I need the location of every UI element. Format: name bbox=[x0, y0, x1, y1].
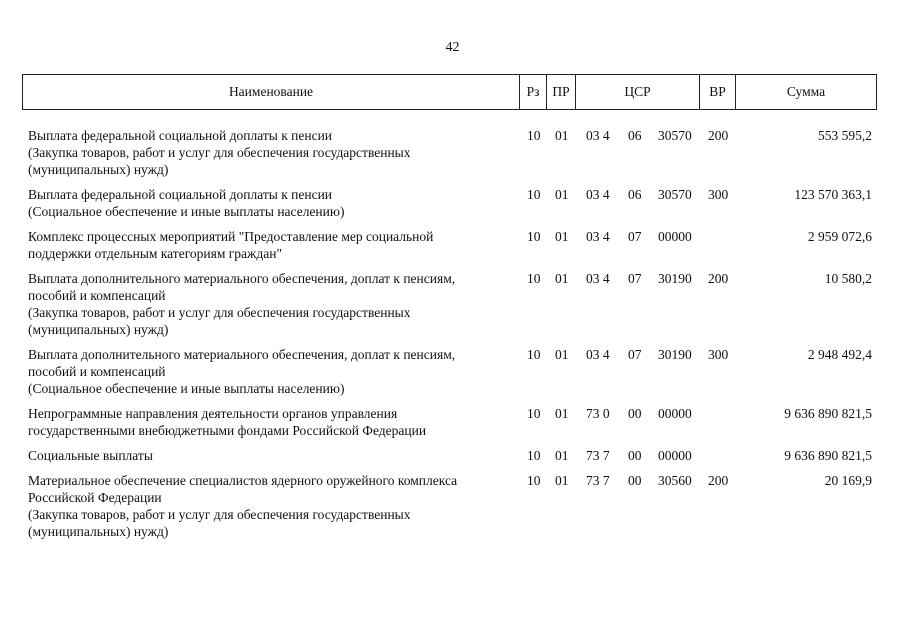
page-number: 42 bbox=[445, 40, 460, 55]
row-csr-program: 73 0 bbox=[586, 406, 610, 421]
row-sum: 9 636 890 821,5 bbox=[784, 448, 872, 463]
header-rz: Рз bbox=[520, 75, 547, 109]
row-name-line: Выплата федеральной социальной доплаты к пенсии bbox=[28, 187, 333, 202]
header-sum: Сумма bbox=[786, 84, 826, 99]
row-csr-program: 03 4 bbox=[586, 187, 610, 202]
table-row bbox=[28, 186, 878, 220]
row-csr-direction: 30190 bbox=[658, 271, 692, 286]
row-csr-subprogram: 07 bbox=[628, 229, 642, 244]
row-vr: 200 bbox=[708, 128, 729, 143]
row-csr-program: 03 4 bbox=[586, 271, 610, 286]
row-pr: 01 bbox=[555, 406, 569, 421]
header-name: Наименование bbox=[23, 75, 520, 109]
row-name-line: Российской Федерации bbox=[28, 490, 162, 505]
row-name-line: (муниципальных) нужд) bbox=[28, 524, 169, 539]
row-name bbox=[28, 186, 516, 220]
row-name bbox=[28, 228, 516, 262]
row-csr-program: 73 7 bbox=[586, 448, 610, 463]
row-name bbox=[28, 270, 516, 338]
table-row bbox=[28, 228, 878, 262]
row-csr-subprogram: 07 bbox=[628, 347, 642, 362]
row-name-line: Выплата дополнительного материального обеспечения, доплат к пенсиям, bbox=[28, 347, 456, 362]
row-vr: 300 bbox=[708, 347, 729, 362]
row-name bbox=[28, 405, 516, 439]
row-sum: 2 948 492,4 bbox=[807, 347, 872, 362]
row-csr-subprogram: 00 bbox=[628, 448, 642, 463]
row-csr-subprogram: 00 bbox=[628, 406, 642, 421]
row-sum: 9 636 890 821,5 bbox=[784, 406, 872, 421]
row-pr: 01 bbox=[555, 448, 569, 463]
row-name-line: государственными внебюджетными фондами Российской Федерации bbox=[28, 423, 427, 438]
row-name-line: (Закупка товаров, работ и услуг для обеспечения государственных bbox=[28, 305, 411, 320]
row-name-line: Выплата дополнительного материального обеспечения, доплат к пенсиям, bbox=[28, 271, 456, 286]
row-rz: 10 bbox=[527, 347, 541, 362]
row-csr-direction: 30570 bbox=[658, 187, 692, 202]
row-sum: 123 570 363,1 bbox=[794, 187, 872, 202]
row-name bbox=[28, 472, 516, 540]
row-sum: 553 595,2 bbox=[818, 128, 872, 143]
header-pr: ПР bbox=[547, 75, 576, 109]
row-name bbox=[28, 447, 516, 464]
table-row bbox=[28, 447, 878, 464]
table-header bbox=[22, 74, 877, 110]
row-rz: 10 bbox=[527, 271, 541, 286]
row-pr: 01 bbox=[555, 128, 569, 143]
table-row bbox=[28, 270, 878, 338]
row-csr-direction: 30570 bbox=[658, 128, 692, 143]
row-rz: 10 bbox=[527, 187, 541, 202]
header-vr: ВР bbox=[700, 75, 736, 109]
row-csr-program: 03 4 bbox=[586, 128, 610, 143]
row-csr-direction: 00000 bbox=[658, 406, 692, 421]
row-name-line: (Закупка товаров, работ и услуг для обеспечения государственных bbox=[28, 507, 411, 522]
table-body bbox=[28, 127, 878, 548]
row-rz: 10 bbox=[527, 229, 541, 244]
row-name bbox=[28, 127, 516, 178]
row-csr-program: 73 7 bbox=[586, 473, 610, 488]
row-name-line: (Социальное обеспечение и иные выплаты населению) bbox=[28, 204, 345, 219]
row-csr-subprogram: 07 bbox=[628, 271, 642, 286]
row-pr: 01 bbox=[555, 229, 569, 244]
row-pr: 01 bbox=[555, 187, 569, 202]
row-name-line: (муниципальных) нужд) bbox=[28, 322, 169, 337]
row-rz: 10 bbox=[527, 128, 541, 143]
table-row bbox=[28, 472, 878, 540]
row-csr-program: 03 4 bbox=[586, 347, 610, 362]
row-csr-program: 03 4 bbox=[586, 229, 610, 244]
table-row bbox=[28, 405, 878, 439]
row-name-line: пособий и компенсаций bbox=[28, 288, 166, 303]
row-csr-direction: 00000 bbox=[658, 448, 692, 463]
row-name-line: Непрограммные направления деятельности органов управления bbox=[28, 406, 398, 421]
row-name bbox=[28, 346, 516, 397]
row-name-line: пособий и компенсаций bbox=[28, 364, 166, 379]
row-csr-direction: 30560 bbox=[658, 473, 692, 488]
row-name-line: Социальные выплаты bbox=[28, 448, 153, 463]
row-csr-subprogram: 06 bbox=[628, 187, 642, 202]
row-sum: 2 959 072,6 bbox=[807, 229, 872, 244]
row-name-line: (муниципальных) нужд) bbox=[28, 162, 169, 177]
row-pr: 01 bbox=[555, 473, 569, 488]
row-rz: 10 bbox=[527, 406, 541, 421]
row-csr-subprogram: 00 bbox=[628, 473, 642, 488]
row-rz: 10 bbox=[527, 448, 541, 463]
row-vr: 200 bbox=[708, 271, 729, 286]
row-csr-direction: 30190 bbox=[658, 347, 692, 362]
row-rz: 10 bbox=[527, 473, 541, 488]
table-row bbox=[28, 346, 878, 397]
row-name-line: поддержки отдельным категориям граждан" bbox=[28, 246, 282, 261]
row-pr: 01 bbox=[555, 271, 569, 286]
row-name-line: Материальное обеспечение специалистов ядерного оружейного комплекса bbox=[28, 473, 458, 488]
row-csr-subprogram: 06 bbox=[628, 128, 642, 143]
row-vr: 300 bbox=[708, 187, 729, 202]
row-name-line: Выплата федеральной социальной доплаты к пенсии bbox=[28, 128, 333, 143]
row-csr-direction: 00000 bbox=[658, 229, 692, 244]
header-csr: ЦСР bbox=[576, 75, 700, 109]
row-pr: 01 bbox=[555, 347, 569, 362]
table-row bbox=[28, 127, 878, 178]
row-vr: 200 bbox=[708, 473, 729, 488]
row-sum: 10 580,2 bbox=[824, 271, 872, 286]
row-name-line: Комплекс процессных мероприятий "Предоставление мер социальной bbox=[28, 229, 434, 244]
row-name-line: (Закупка товаров, работ и услуг для обеспечения государственных bbox=[28, 145, 411, 160]
row-name-line: (Социальное обеспечение и иные выплаты населению) bbox=[28, 381, 345, 396]
row-sum: 20 169,9 bbox=[824, 473, 872, 488]
